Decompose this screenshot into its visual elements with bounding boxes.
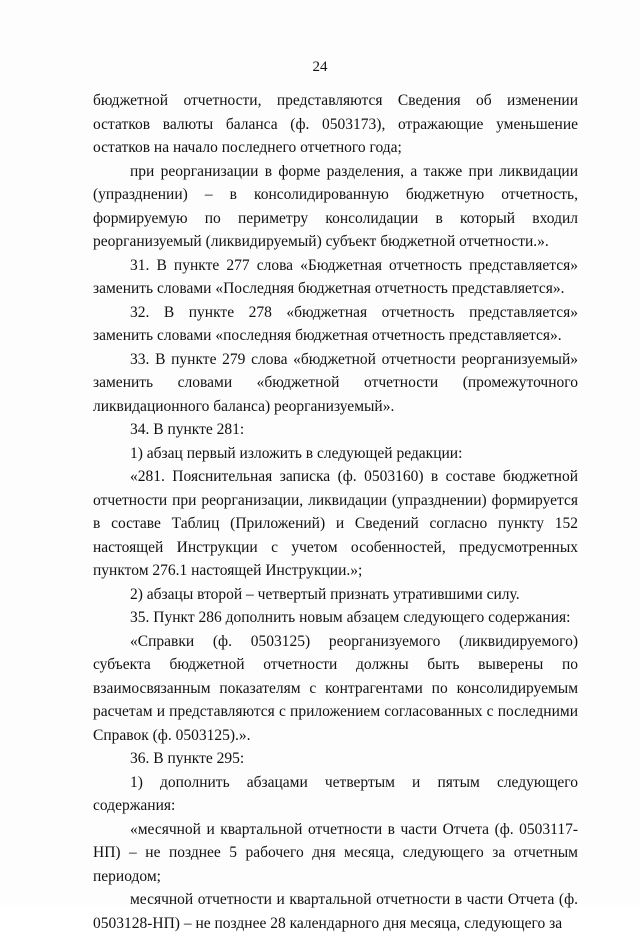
paragraph-item-33: 33. В пункте 279 слова «бюджетной отчетности реорганизуемый» заменить словами «бюджетной отчетности (промежуточного ликвидационного баланса) реорганизуемый». — [93, 350, 578, 415]
paragraph-liquidation: при реорганизации в форме разделения, а также при ликвидации (упразднении) – в консолидированную бюджетную отчетность, формируемую по периметру консолидации в который входил реорганизуемый (ликвидируемый) субъект бюджетной отчетности.». — [93, 162, 578, 250]
paragraph-item-34-sub-2: 2) абзацы второй – четвертый признать утратившими силу. — [130, 585, 520, 603]
page-number: 24 — [312, 59, 328, 75]
paragraph-item-281-text: «281. Пояснительная записка (ф. 0503160) в составе бюджетной отчетности при реорганизации, ликвидации (упразднении) формируется в составе Таблиц (Приложений) и Сведений согласно пункту 152 настоящей Инструкции с учетом особенностей, предусмотренных пунктом 276.1 настоящей Инструкции.»; — [93, 468, 578, 579]
paragraph-item-31: 31. В пункте 277 слова «Бюджетная отчетность представляется» заменить словами «Последняя бюджетная отчетность представляется». — [93, 256, 578, 297]
paragraph-monthly-quarterly-117: «месячной и квартальной отчетности в части Отчета (ф. 0503117-НП) – не позднее 5 рабочего дня месяца, следующего за отчетным периодом; — [93, 820, 578, 885]
paragraph-item-35: 35. Пункт 286 дополнить новым абзацем следующего содержания: — [130, 609, 571, 626]
paragraph-item-32: 32. В пункте 278 «бюджетная отчетность представляется» заменить словами «последняя бюджетная отчетность представляется». — [93, 303, 578, 344]
paragraph-item-36: 36. В пункте 295: — [130, 750, 245, 767]
paragraph-monthly-quarterly-128: месячной отчетности и квартальной отчетности в части Отчета (ф. 0503128-НП) – не позднее 28 календарного дня месяца, следующего за — [93, 891, 578, 932]
paragraph-item-36-sub-1: 1) дополнить абзацами четвертым и пятым следующего содержания: — [93, 773, 578, 814]
paragraph-continuation: бюджетной отчетности, представляются Сведения об изменении остатков валюты баланса (ф. 0503173), отражающие уменьшение остатков на начало последнего отчетного года; — [93, 92, 578, 156]
paragraph-item-35-text: «Справки (ф. 0503125) реорганизуемого (ликвидируемого) субъекта бюджетной отчетности должны быть выверены по взаимосвязанным показателям с контрагентами по консолидируемым расчетам и представляются с приложением согласованных с последними Справок (ф. 0503125).». — [93, 632, 578, 744]
paragraph-item-34-sub-1: 1) абзац первый изложить в следующей редакции: — [130, 444, 463, 462]
paragraph-item-34: 34. В пункте 281: — [130, 421, 245, 438]
document-body — [93, 89, 578, 935]
